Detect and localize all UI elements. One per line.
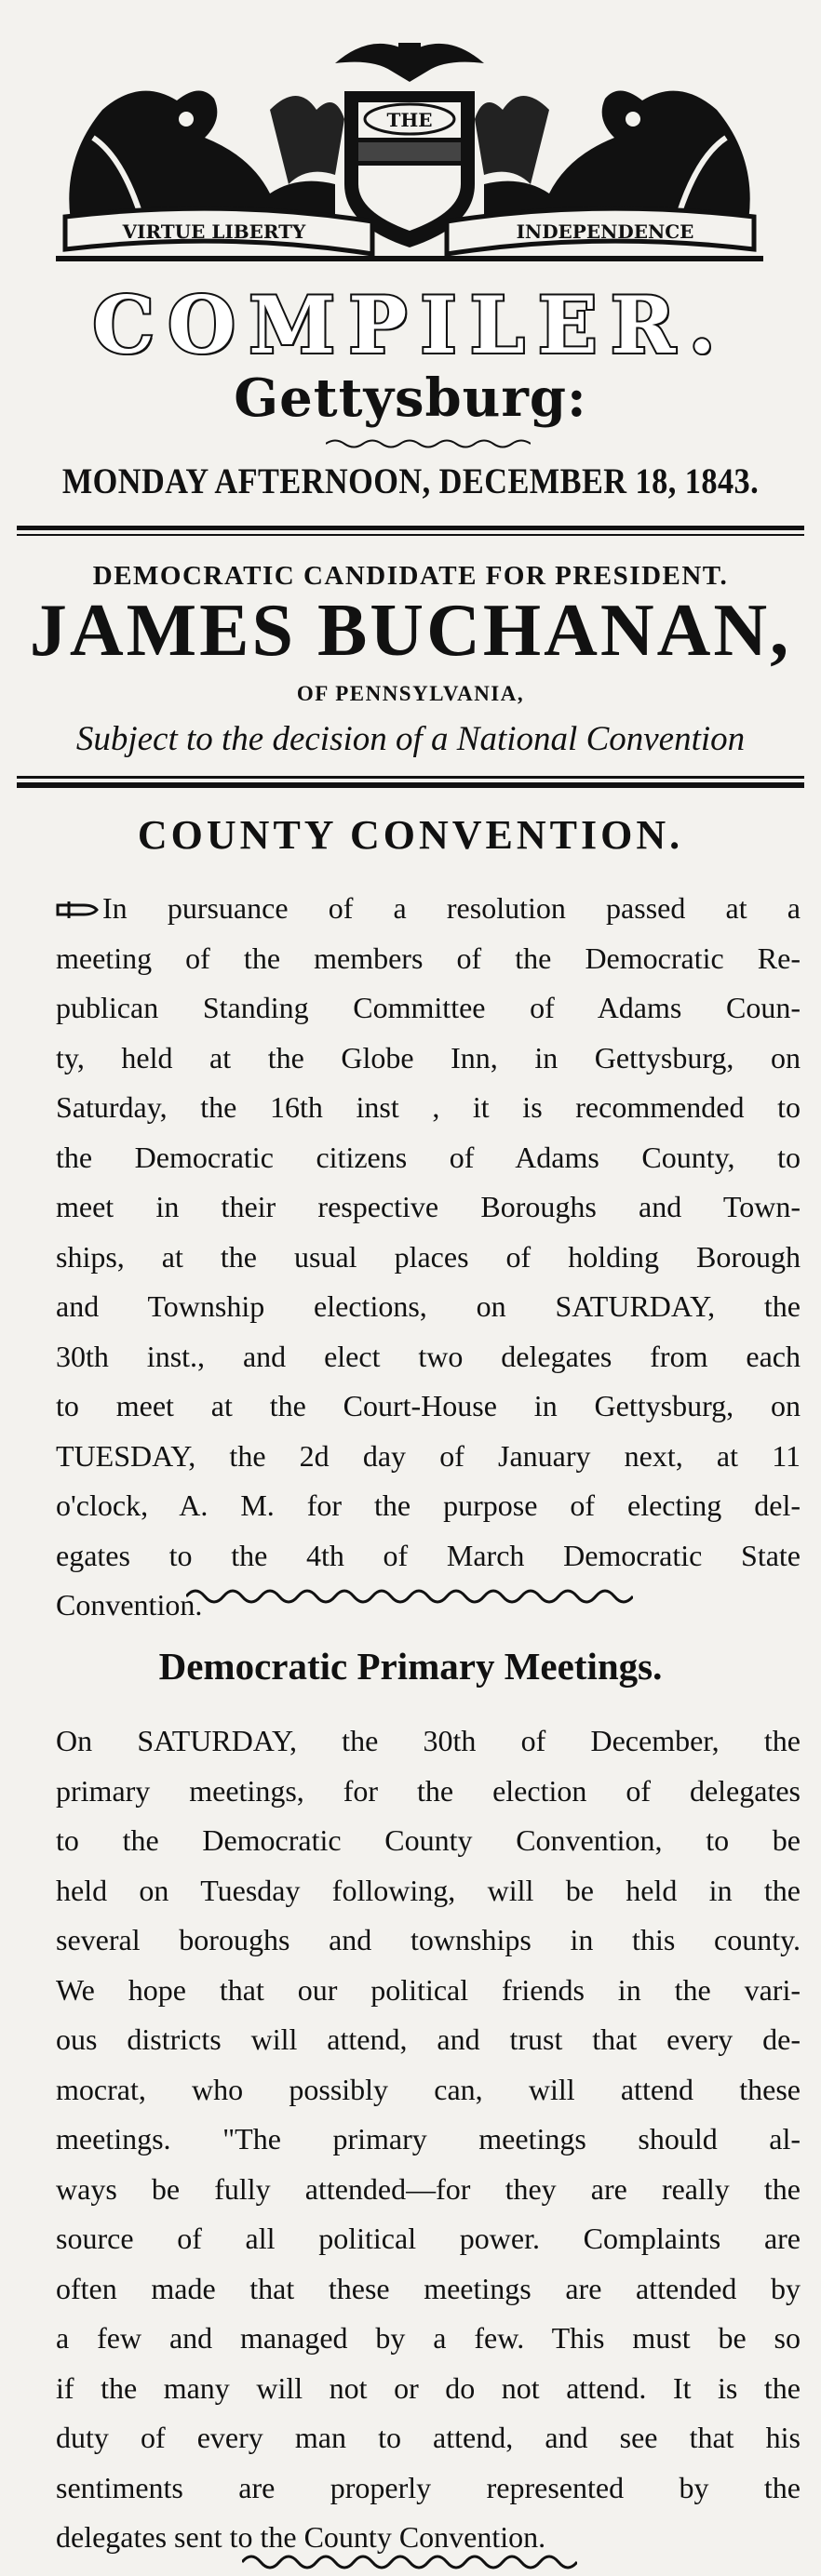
divider-rule <box>17 776 804 779</box>
text-line: Saturday, the 16th inst , it is recommended to <box>56 1090 801 1124</box>
county-convention-heading: COUNTY CONVENTION. <box>137 812 684 858</box>
text-line: ty, held at the Globe Inn, in Gettysburg, on <box>56 1040 801 1074</box>
text-line: duty of every man to attend, and see that his <box>56 2421 801 2454</box>
emblem-text: THE <box>386 109 433 131</box>
text-line: to meet at the Court-House in Gettysburg, on <box>56 1389 801 1422</box>
dateline <box>49 460 772 502</box>
text-line: a few and managed by a few. This must be so <box>56 2321 801 2355</box>
text-line: primary meetings, for the election of delegates <box>56 1773 801 1808</box>
text-line: source of all political power. Complaints are <box>56 2222 801 2255</box>
newspaper-nameplate: COMPILER. <box>92 279 729 371</box>
motto-left: VIRTUE LIBERTY <box>122 220 306 243</box>
text-line: publican Standing Committee of Adams Coun- <box>56 991 801 1024</box>
divider-rule <box>17 782 804 788</box>
place-heading: Gettysburg: <box>234 367 587 429</box>
text-line-content: In pursuance of a resolution passed at a <box>102 891 801 925</box>
text-line: We hope that our political friends in the vari- <box>56 1972 801 2007</box>
motto-right: INDEPENDENCE <box>516 220 694 243</box>
text-line: delegates sent to the County Convention. <box>56 2520 546 2554</box>
text-line: often made that these meetings are attended by <box>56 2271 801 2305</box>
text-line: Convention. <box>56 1588 203 1622</box>
text-line: ous districts will attend, and trust that every de- <box>56 2022 801 2056</box>
text-line: 30th inst., and elect two delegates from each <box>56 1339 801 1373</box>
wavy-divider-icon <box>186 1583 633 1606</box>
dateline-text: MONDAY AFTERNOON, DECEMBER 18, 1843. <box>61 461 760 501</box>
text-line: o'clock, A. M. for the purpose of electing del- <box>56 1488 801 1522</box>
text-line: several boroughs and townships in this county. <box>56 1923 801 1956</box>
text-line: the Democratic citizens of Adams County, to <box>56 1140 801 1174</box>
text-line: ships, at the usual places of holding Borough <box>56 1239 801 1274</box>
text-line <box>56 884 801 934</box>
wavy-divider-icon <box>242 2549 577 2571</box>
text-line: TUESDAY, the 2d day of January next, at 11 <box>56 1438 801 1473</box>
text-line: meet in their respective Boroughs and Town- <box>56 1190 801 1223</box>
text-line: held on Tuesday following, will be held in the <box>56 1873 801 1907</box>
text-line: meetings. "The primary meetings should al- <box>56 2122 801 2156</box>
pointing-hand-icon <box>56 898 99 922</box>
text-line: if the many will not or do not attend. It is the <box>56 2370 801 2405</box>
divider-rule <box>17 526 804 530</box>
divider-rule <box>17 534 804 536</box>
text-line: sentiments are properly represented by the <box>56 2470 801 2504</box>
primary-meetings-body <box>56 1716 801 2563</box>
text-line: and Township elections, on SATURDAY, the <box>56 1289 801 1323</box>
state-coat-of-arms-icon <box>37 26 782 277</box>
text-line: meeting of the members of the Democratic Re- <box>56 941 801 975</box>
primary-meetings-heading: Democratic Primary Meetings. <box>158 1645 663 1688</box>
text-line: ways be fully attended—for they are really the <box>56 2171 801 2206</box>
text-line: mocrat, who possibly can, will attend these <box>56 2072 801 2106</box>
text-line: On SATURDAY, the 30th of December, the <box>56 1724 801 1757</box>
candidate-name: JAMES BUCHANAN, <box>29 590 792 672</box>
wavy-divider-icon <box>326 437 531 450</box>
text-line: egates to the 4th of March Democratic State <box>56 1538 801 1572</box>
text-line: to the Democratic County Convention, to be <box>56 1823 801 1857</box>
nomination-subject: Subject to the decision of a National Convention <box>75 720 746 758</box>
candidate-label: DEMOCRATIC CANDIDATE FOR PRESIDENT. <box>92 561 729 591</box>
candidate-state: OF PENNSYLVANIA, <box>296 682 525 705</box>
county-convention-body <box>56 884 801 1631</box>
